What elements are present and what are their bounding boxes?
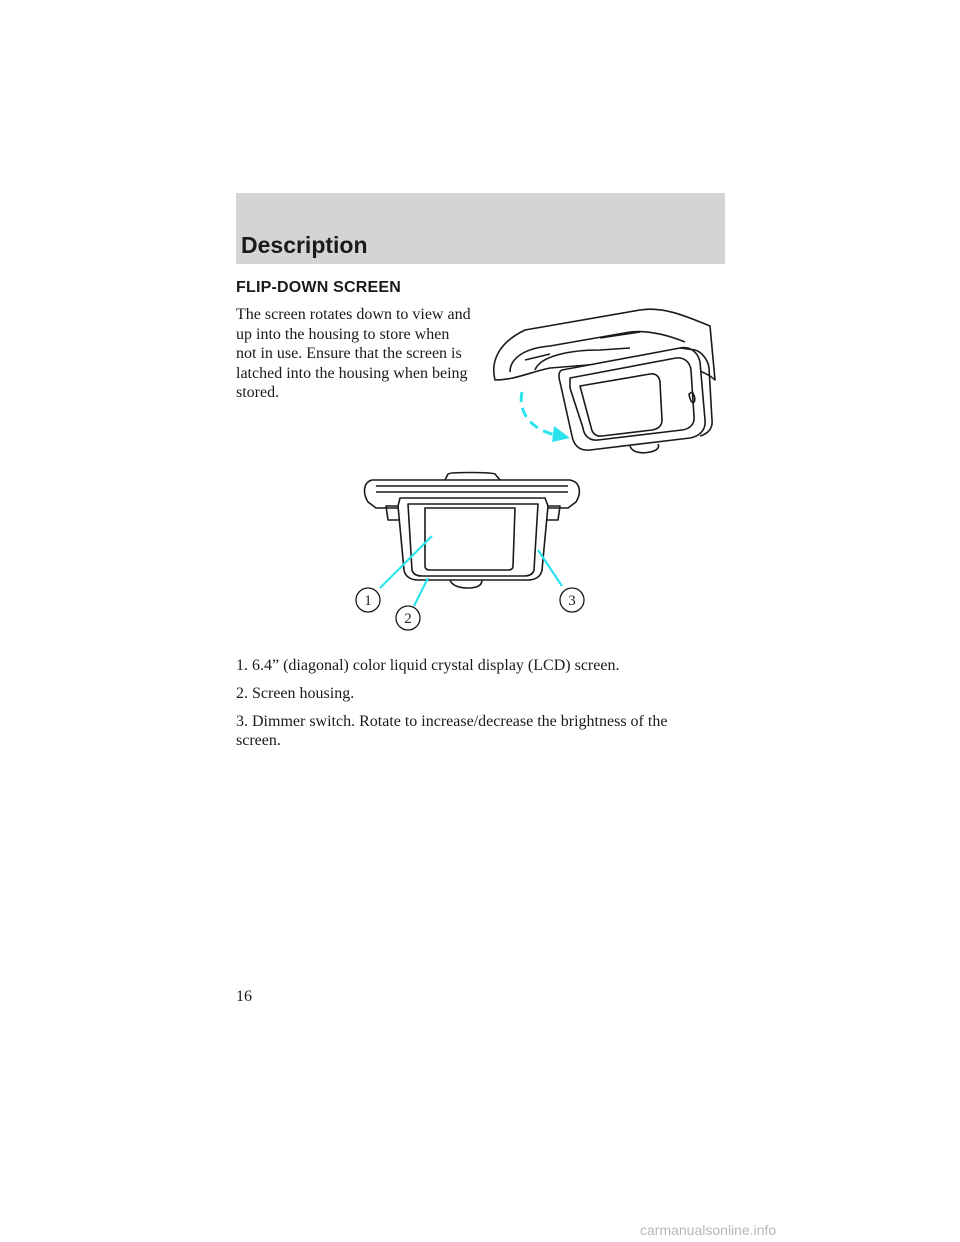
screen-front-illustration xyxy=(340,470,600,640)
subheading: FLIP-DOWN SCREEN xyxy=(236,279,401,296)
callout-label-3: 3 xyxy=(568,593,576,609)
footer-watermark[interactable]: carmanualsonline.info xyxy=(640,1222,777,1238)
callout-item-3: 3. Dimmer switch. Rotate to increase/decrease the brightness of the screen. xyxy=(236,713,668,749)
intro-paragraph: The screen rotates down to view and up into the housing to store when not in use. Ensure that the screen is latched into the housing when being stored. xyxy=(236,306,471,401)
flip-down-illustration xyxy=(480,290,720,460)
section-title: Description xyxy=(241,232,368,258)
callout-label-1: 1 xyxy=(364,593,372,609)
callout-item-2: 2. Screen housing. xyxy=(236,685,355,702)
callout-list xyxy=(236,656,706,759)
page-number: 16 xyxy=(236,988,252,1005)
callout-item-1: 1. 6.4” (diagonal) color liquid crystal display (LCD) screen. xyxy=(236,657,620,674)
callout-label-2: 2 xyxy=(404,611,412,627)
